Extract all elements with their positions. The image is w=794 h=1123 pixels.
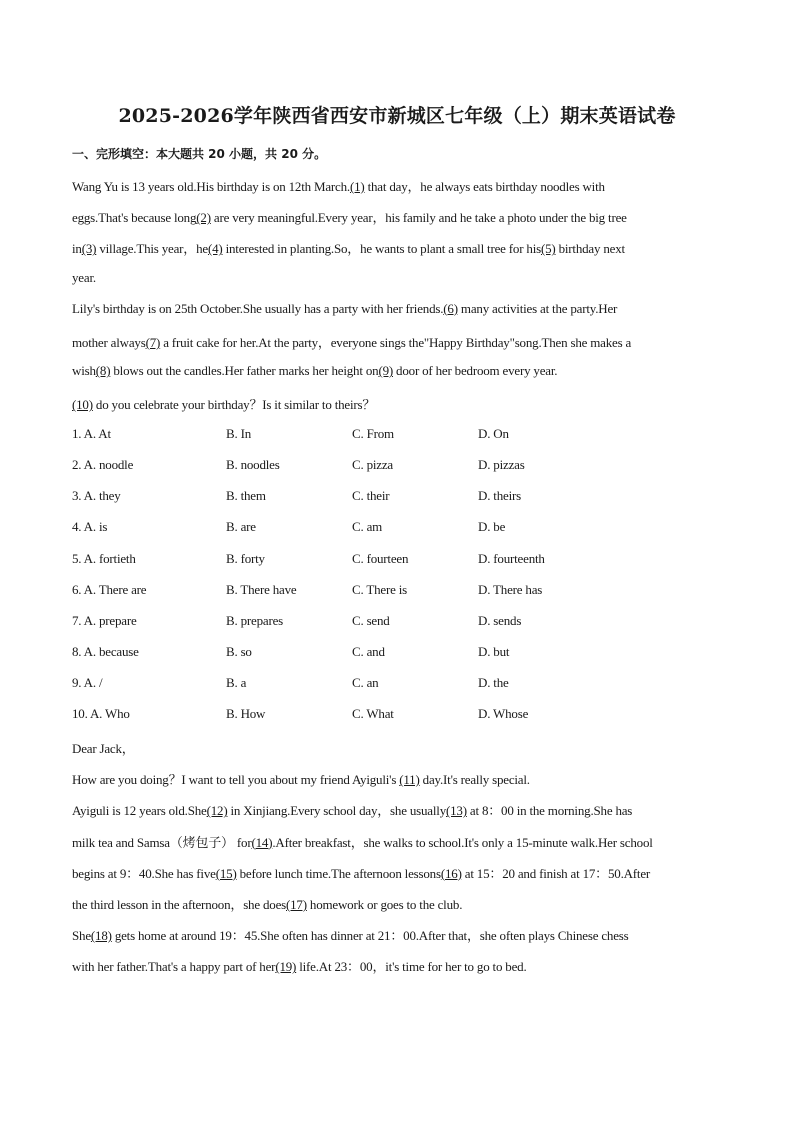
passage-line bbox=[72, 301, 617, 317]
option-c: C. send bbox=[352, 612, 390, 628]
option-b: B. There have bbox=[226, 581, 297, 597]
passage-text: wish bbox=[72, 363, 96, 379]
passage-line bbox=[72, 863, 650, 882]
passage-text: village.This year，he bbox=[96, 241, 208, 257]
passage-text: that day，he always eats birthday noodles with bbox=[364, 179, 605, 194]
blank-number: (14) bbox=[251, 834, 273, 850]
question-row bbox=[0, 426, 794, 446]
blank-number: (17) bbox=[286, 897, 307, 912]
passage-line bbox=[72, 176, 605, 195]
passage-text: Wang Yu is 13 years old.His birthday is on 12th March. bbox=[72, 179, 350, 194]
blank-number: (16) bbox=[440, 865, 462, 881]
section-header: 一、完形填空：本大题共 20 小题，共 20 分。 bbox=[72, 147, 327, 161]
blank-number: (13) bbox=[446, 803, 467, 819]
option-d: D. There has bbox=[478, 581, 543, 597]
passage-text: gets home at around 19：45.She often has dinner at 21：00.After that，she often plays Chinese chess bbox=[111, 928, 629, 944]
question-row bbox=[0, 613, 794, 633]
passage-text: do you celebrate your birthday？Is it similar to theirs？ bbox=[92, 397, 376, 413]
question-row bbox=[0, 519, 794, 539]
option-d: D. Whose bbox=[478, 706, 529, 722]
passage-text: interested in planting.So，he wants to plant a small tree for his bbox=[222, 241, 541, 257]
passage-text: life.At 23：00，it's time for her to go to bed. bbox=[296, 959, 527, 975]
blank-number: (18) bbox=[90, 928, 112, 944]
option-b: B. are bbox=[226, 519, 256, 535]
option-c: C. an bbox=[352, 675, 379, 691]
passage-text: in Xinjiang.Every school day，she usually bbox=[227, 803, 446, 819]
option-a: 5. A. fortieth bbox=[72, 550, 136, 566]
passage-line bbox=[72, 832, 653, 851]
blank-number: (10) bbox=[72, 397, 93, 413]
option-a: 1. A. At bbox=[72, 426, 111, 441]
passage-text: .After breakfast，she walks to school.It's only a 15-minute walk.Her school bbox=[272, 834, 653, 850]
option-c: C. There is bbox=[352, 581, 407, 597]
passage-text: birthday next bbox=[555, 241, 625, 257]
blank-number: (11) bbox=[399, 772, 420, 788]
question-row bbox=[0, 644, 794, 664]
passage-text: at 8：00 in the morning.She has bbox=[466, 803, 633, 819]
passage-line bbox=[72, 270, 96, 286]
passage-text: Dear Jack， bbox=[72, 741, 135, 756]
passage-text: eggs.That's because long bbox=[72, 210, 197, 226]
option-d: D. but bbox=[478, 644, 510, 660]
option-c: C. What bbox=[352, 706, 394, 722]
option-a: 7. A. prepare bbox=[72, 612, 137, 628]
passage-line bbox=[72, 925, 629, 944]
option-b: B. a bbox=[226, 675, 247, 691]
passage-text: door of her bedroom every year. bbox=[393, 363, 558, 379]
blank-number: (4) bbox=[207, 241, 223, 257]
passage-text: the third lesson in the afternoon，she does bbox=[72, 897, 286, 912]
passage-line bbox=[72, 207, 627, 226]
option-a: 10. A. Who bbox=[72, 706, 130, 722]
passage-text: before lunch time.The afternoon lessons bbox=[236, 865, 441, 881]
option-b: B. prepares bbox=[226, 612, 283, 628]
option-c: C. pizza bbox=[352, 457, 393, 473]
passage-text: at 15：20 and finish at 17：50.After bbox=[461, 865, 651, 881]
question-row bbox=[0, 488, 794, 508]
option-a: 8. A. because bbox=[72, 644, 139, 660]
option-c: C. From bbox=[352, 426, 394, 441]
blank-number: (15) bbox=[215, 865, 237, 881]
question-row bbox=[0, 582, 794, 602]
blank-number: (5) bbox=[540, 241, 556, 257]
option-d: D. On bbox=[478, 426, 509, 441]
passage-line bbox=[72, 769, 530, 788]
blank-number: (9) bbox=[378, 363, 393, 379]
blank-number: (3) bbox=[81, 241, 97, 257]
question-row bbox=[0, 675, 794, 695]
passage-text: She bbox=[72, 928, 91, 944]
passage-line bbox=[72, 894, 462, 913]
passage-text: day.It's really special. bbox=[419, 772, 530, 788]
passage-text: many activities at the party.Her bbox=[457, 300, 618, 316]
blank-number: (8) bbox=[95, 363, 111, 379]
passage-text: How are you doing？I want to tell you about my friend Ayiguli's bbox=[72, 772, 400, 788]
option-b: B. In bbox=[226, 426, 252, 441]
option-d: D. theirs bbox=[478, 488, 521, 504]
passage-line bbox=[72, 738, 135, 757]
blank-number: (12) bbox=[206, 803, 228, 819]
passage-text: a fruit cake for her.At the party，everyone sings the"Happy Birthday"song.Then she makes a bbox=[160, 335, 632, 350]
passage-text: with her father.That's a happy part of her bbox=[72, 959, 276, 975]
option-b: B. so bbox=[226, 644, 252, 660]
option-b: B. them bbox=[226, 488, 266, 504]
passage-line bbox=[72, 332, 631, 351]
blank-number: (6) bbox=[443, 300, 458, 316]
option-b: B. forty bbox=[226, 550, 265, 566]
option-a: 4. A. is bbox=[72, 519, 108, 535]
passage-text: mother always bbox=[72, 335, 146, 350]
option-d: D. pizzas bbox=[478, 457, 525, 473]
passage-text: Ayiguli is 12 years old.She bbox=[72, 803, 207, 819]
passage-line bbox=[72, 363, 557, 379]
passage-text: milk tea and Samsa（烤包子） for bbox=[72, 834, 252, 850]
passage-text: homework or goes to the club. bbox=[306, 897, 463, 912]
option-a: 3. A. they bbox=[72, 488, 121, 504]
blank-number: (7) bbox=[145, 335, 161, 350]
passage-text: Lily's birthday is on 25th October.She usually has a party with her friends. bbox=[72, 300, 444, 316]
option-b: B. noodles bbox=[226, 457, 280, 473]
question-row bbox=[0, 457, 794, 477]
option-c: C. their bbox=[352, 488, 390, 504]
passage-line bbox=[72, 238, 625, 257]
option-c: C. am bbox=[352, 519, 383, 535]
option-c: C. and bbox=[352, 644, 385, 660]
blank-number: (19) bbox=[275, 959, 297, 975]
blank-number: (1) bbox=[349, 179, 365, 194]
question-row bbox=[0, 551, 794, 571]
passage-text: are very meaningful.Every year，his family and he take a photo under the big tree bbox=[210, 210, 627, 226]
option-d: D. fourteenth bbox=[478, 550, 545, 566]
passage-line bbox=[72, 394, 375, 413]
passage-text: begins at 9：40.She has five bbox=[72, 865, 216, 881]
page-title: 2025-2026学年陕西省西安市新城区七年级（上）期末英语试卷 bbox=[118, 105, 676, 127]
passage-line bbox=[72, 800, 632, 819]
passage-text: year. bbox=[72, 269, 96, 285]
option-d: D. sends bbox=[478, 612, 522, 628]
option-d: D. the bbox=[478, 675, 509, 691]
option-a: 6. A. There are bbox=[72, 581, 147, 597]
passage-text: blows out the candles.Her father marks her height on bbox=[110, 363, 379, 379]
option-c: C. fourteen bbox=[352, 550, 409, 566]
option-a: 9. A. / bbox=[72, 675, 103, 691]
option-b: B. How bbox=[226, 706, 266, 722]
blank-number: (2) bbox=[196, 210, 211, 226]
passage-line bbox=[72, 956, 527, 975]
question-row bbox=[0, 706, 794, 726]
option-d: D. be bbox=[478, 519, 506, 535]
passage-text: in bbox=[72, 241, 82, 257]
option-a: 2. A. noodle bbox=[72, 457, 134, 473]
